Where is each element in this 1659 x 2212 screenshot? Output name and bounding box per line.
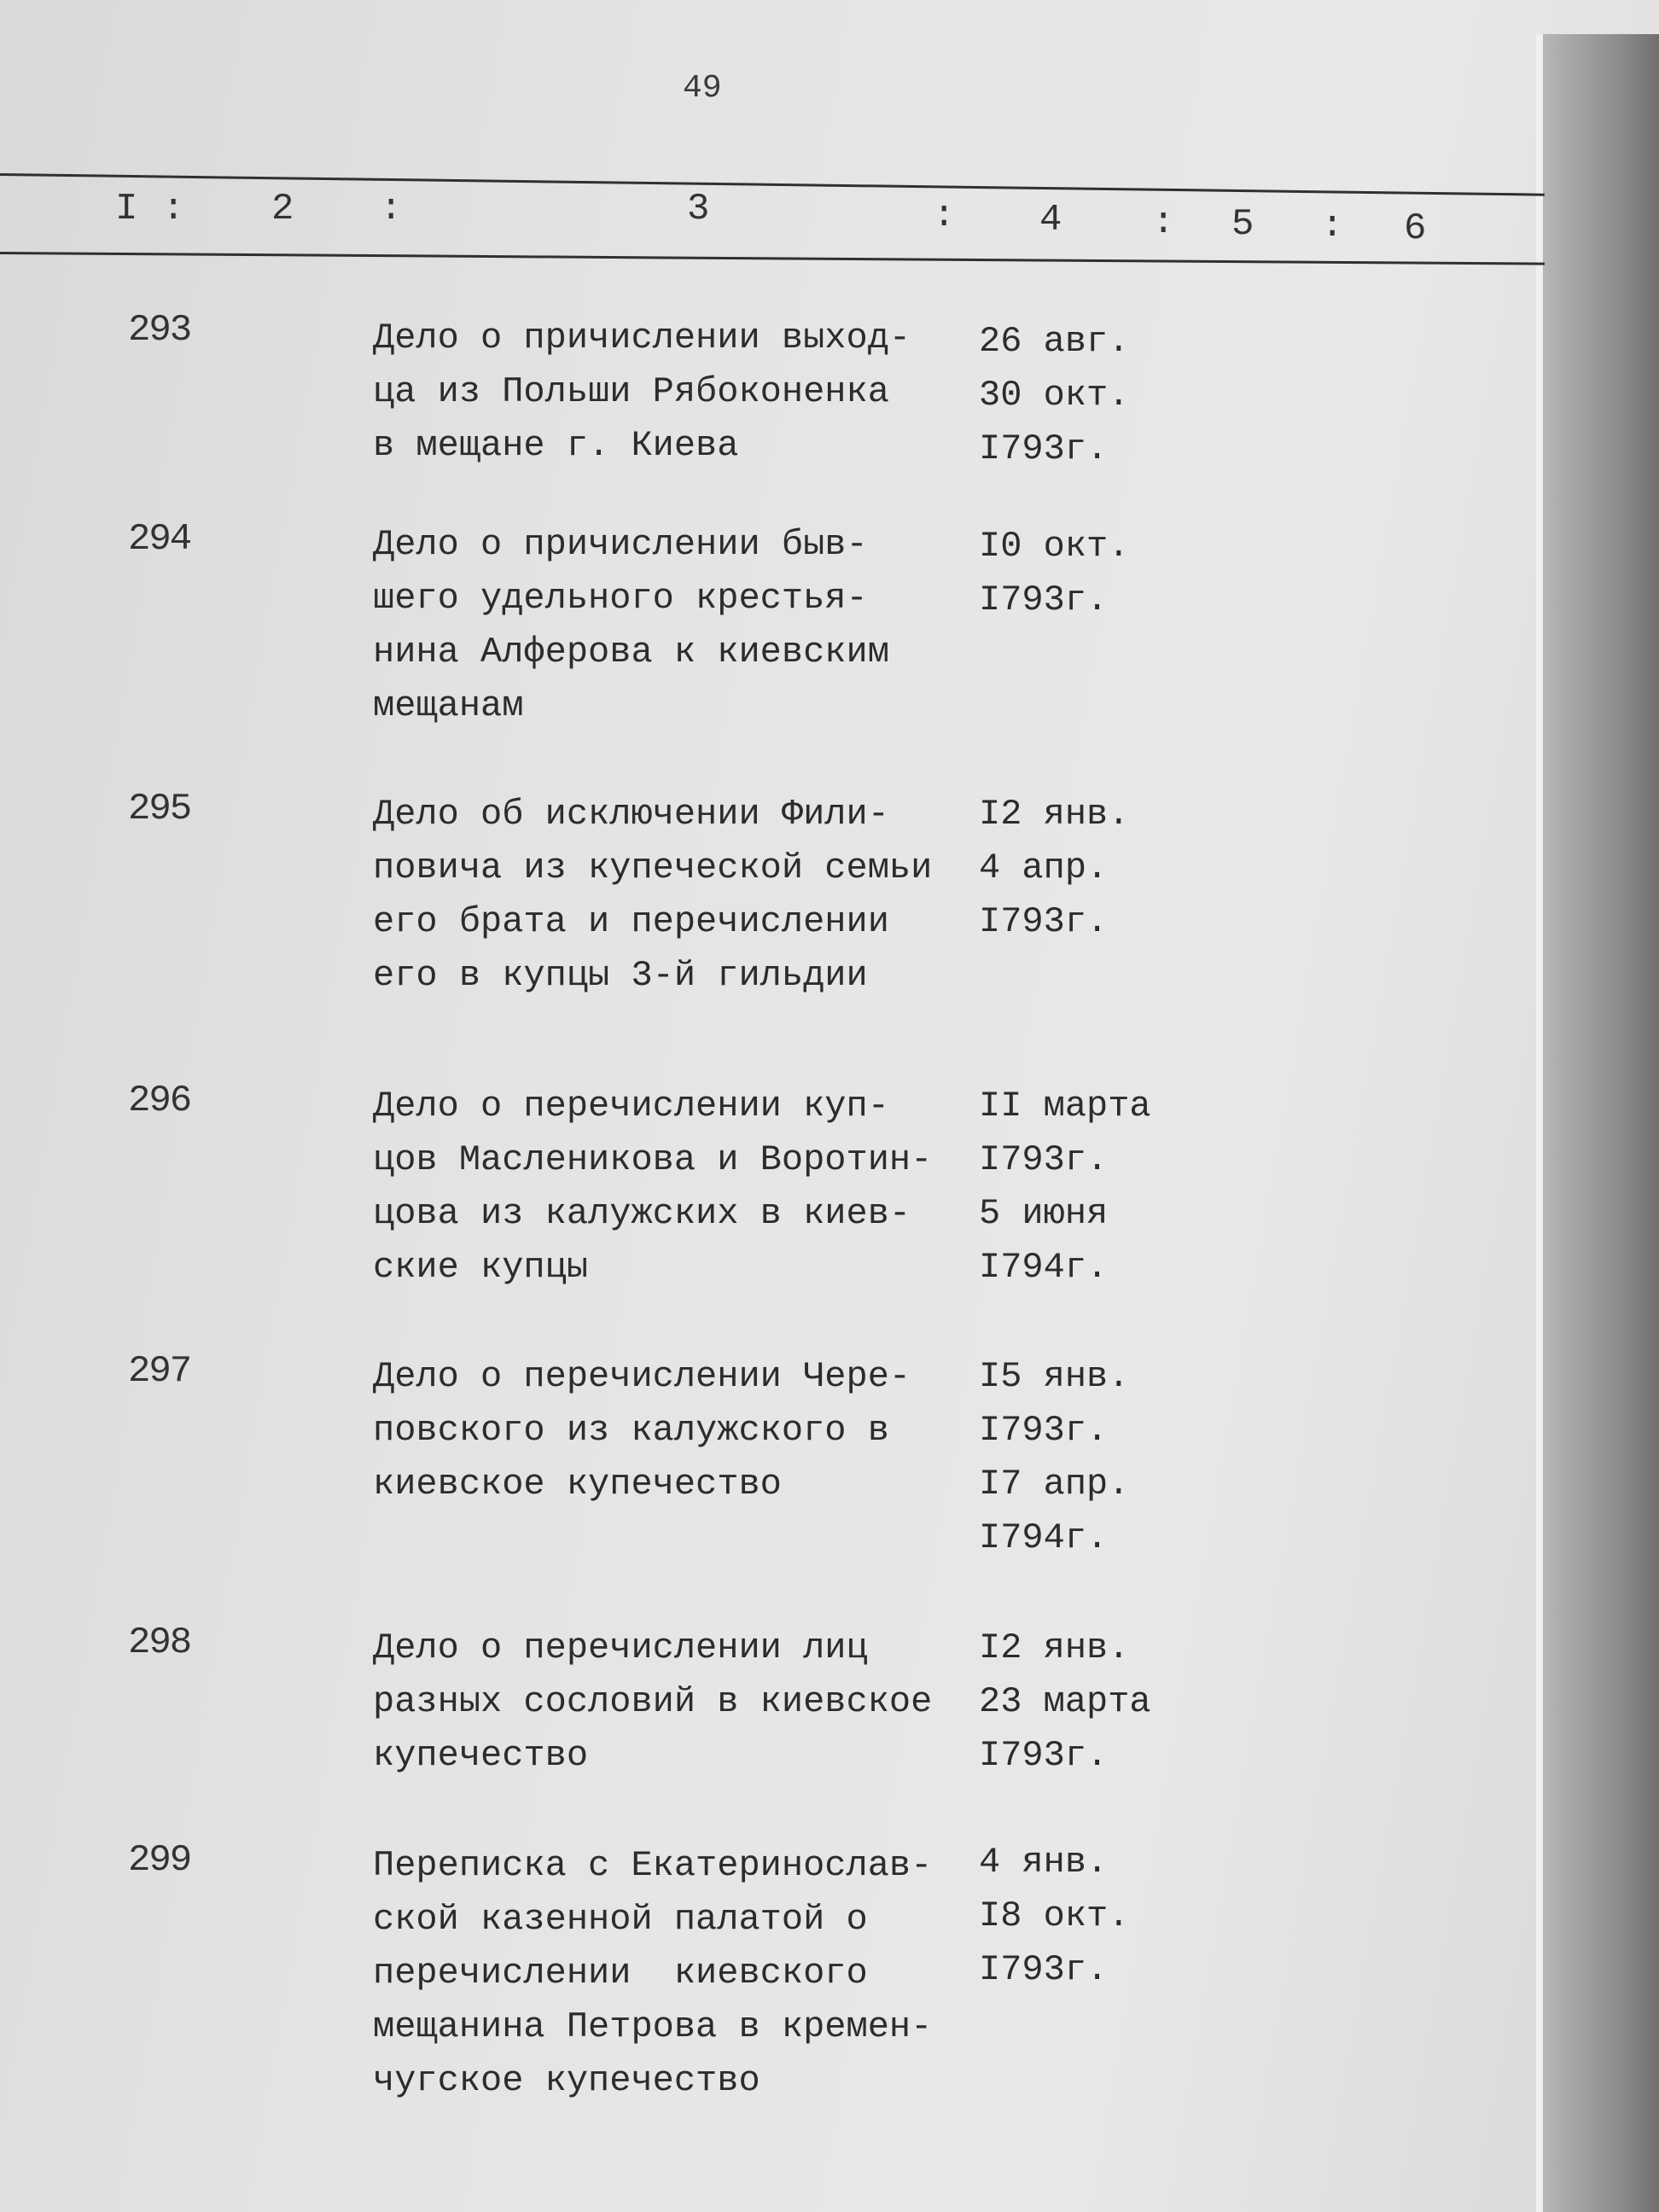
column-header-2: 2	[271, 188, 294, 230]
background-shadow	[1540, 34, 1659, 2212]
entry-dates: 4 янв. I8 окт. I793г.	[979, 1842, 1130, 1990]
column-header-6: 6	[1404, 207, 1427, 250]
entry-dates: I0 окт. I793г.	[979, 526, 1130, 620]
entry-title: Дело о причислении быв- шего удельного крестья- нина Алферова к киевским мещанам	[373, 524, 889, 726]
page-edge	[1536, 34, 1543, 2212]
entry-number: 298	[128, 1621, 191, 1664]
column-header-3: 3	[687, 188, 710, 230]
entry-title: Дело о перечислении Чере- повского из калужского в киевское купечество	[373, 1356, 911, 1505]
header-top-rule	[0, 173, 1545, 196]
entry-dates: I2 янв. 23 марта I793г.	[979, 1627, 1151, 1776]
column-separator: :	[1321, 205, 1344, 247]
column-separator: :	[1152, 201, 1175, 244]
entry-title: Переписка с Екатеринослав- ской казенной палатой о перечислении киевского мещанина Петрова в кремен- чугское купечество	[373, 1845, 933, 2101]
entry-number: 295	[128, 788, 191, 830]
entry-title: Дело об исключении Фили- повича из купеческой семьи его брата и перечислении его в купцы 3-й гильдии	[373, 794, 933, 996]
header-bottom-rule	[0, 252, 1545, 265]
column-separator: :	[162, 188, 185, 230]
column-header-4: 4	[1039, 199, 1062, 242]
entry-dates: I2 янв. 4 апр. I793г.	[979, 794, 1130, 942]
page-number: 49	[683, 70, 722, 107]
column-header-5: 5	[1231, 203, 1254, 246]
entry-dates: I5 янв. I793г. I7 апр. I794г.	[979, 1356, 1130, 1558]
entry-dates: II марта I793г. 5 июня I794г.	[979, 1086, 1151, 1288]
entry-number: 299	[128, 1839, 191, 1882]
entry-number: 294	[128, 518, 191, 561]
column-separator: :	[933, 195, 956, 237]
entry-dates: 26 авг. 30 окт. I793г.	[979, 321, 1130, 469]
entry-title: Дело о перечислении лиц разных сословий в киевское купечество	[373, 1627, 933, 1776]
entry-number: 293	[128, 309, 191, 352]
entry-title: Дело о перечислении куп- цов Масленикова и Воротин- цова из калужских в киев- ские купцы	[373, 1086, 933, 1288]
entry-number: 296	[128, 1080, 191, 1122]
entry-title: Дело о причислении выход- ца из Польши Рябоконенка в мещане г. Киева	[373, 317, 911, 466]
column-separator: :	[380, 188, 403, 230]
column-header-1: I	[115, 188, 138, 230]
entry-number: 297	[128, 1350, 191, 1393]
